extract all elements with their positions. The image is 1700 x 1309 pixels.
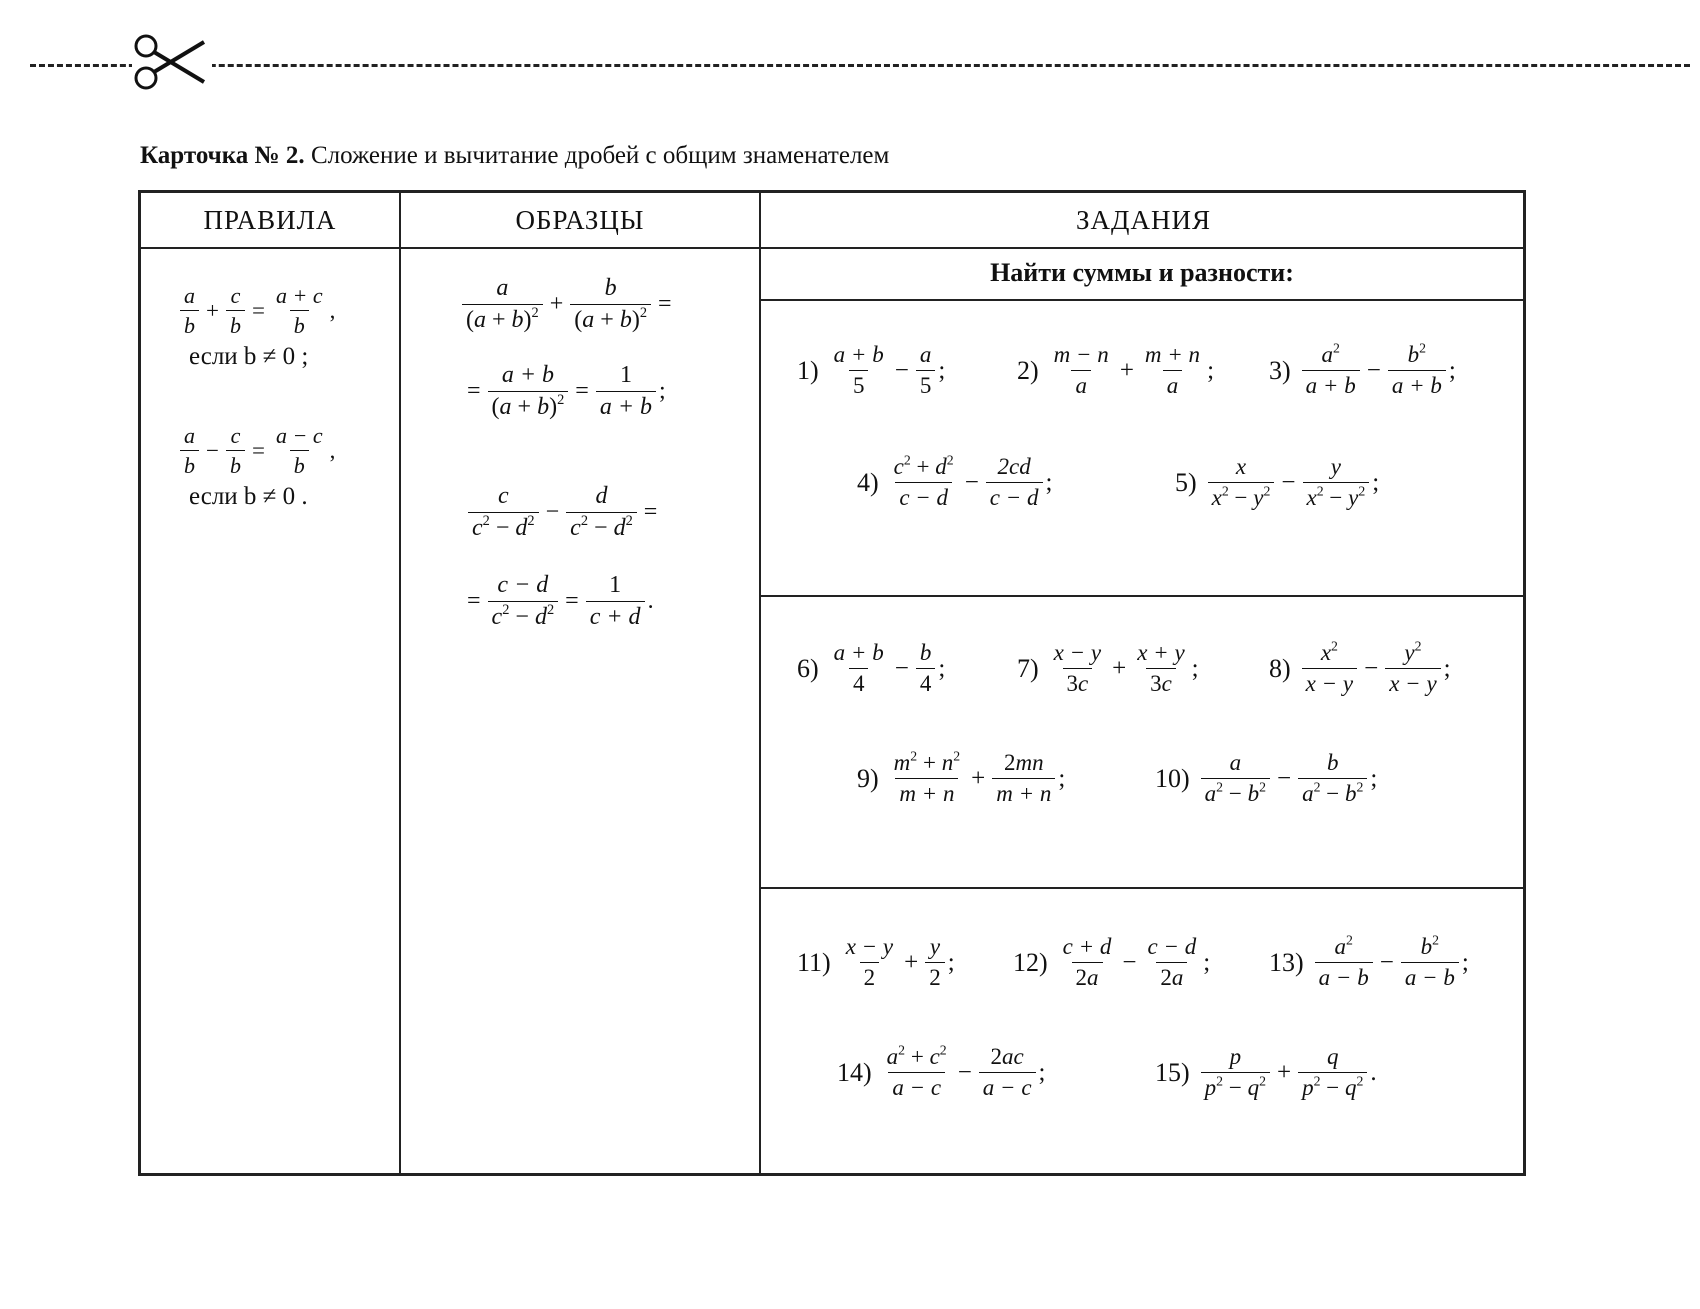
task-9: 9) $\frac{m^2 + n^2}{m + n}$ + $\frac{2mn}{m + n}$ ; xyxy=(857,748,1066,807)
task-label: 7) xyxy=(1017,653,1039,683)
task-punct: ; xyxy=(1370,764,1378,792)
task-punct: ; xyxy=(1045,468,1053,496)
rule-term: b xyxy=(226,310,245,337)
task-15: 15) $\frac{p}{p^2 - q^2}$ + $\frac{q}{p^2 - q^2}$ . xyxy=(1155,1044,1377,1101)
rule-condition: если b ≠ 0 ; xyxy=(189,343,309,371)
section-divider xyxy=(761,595,1523,597)
task-punct: . xyxy=(1370,1058,1377,1086)
rule-term: b xyxy=(226,450,245,477)
task-punct: ; xyxy=(1038,1058,1046,1086)
task-punct: ; xyxy=(1203,948,1211,976)
task-10: 10) $\frac{a}{a^2 - b^2}$ − $\frac{b}{a^2 - b^2}$ ; xyxy=(1155,750,1378,807)
task-punct: ; xyxy=(1443,654,1451,682)
rule-punct: , xyxy=(329,297,336,323)
rule-term: c xyxy=(230,283,241,308)
task-label: 12) xyxy=(1013,947,1048,977)
task-6: 6) $\frac{a + b}{4}$ − $\frac{b}{4}$ ; xyxy=(797,640,946,697)
task-label: 8) xyxy=(1269,653,1291,683)
task-label: 14) xyxy=(837,1057,872,1087)
card-title xyxy=(140,142,889,170)
task-label: 5) xyxy=(1175,467,1197,497)
sample-2-line-1: $\frac{c}{c^2 - d^2}$ − $\frac{d}{c^2 - d^2}$ = xyxy=(465,483,661,541)
task-punct: ; xyxy=(947,948,955,976)
task-14: 14) $\frac{a^2 + c^2}{a - c}$ − $\frac{2ac}{a - c}$ ; xyxy=(837,1042,1046,1101)
header-rules: ПРАВИЛА xyxy=(203,204,337,235)
task-label: 1) xyxy=(797,355,819,385)
rule-term: c xyxy=(230,423,241,448)
task-punct: ; xyxy=(1461,948,1469,976)
scissors-icon xyxy=(132,32,212,92)
task-2: 2) $\frac{m - n}{a}$ + $\frac{m + n}{a}$ ; xyxy=(1017,342,1215,399)
task-label: 15) xyxy=(1155,1057,1190,1087)
task-label: 6) xyxy=(797,653,819,683)
rule-term: b xyxy=(180,450,199,477)
task-5: 5) $\frac{x}{x^2 - y^2}$ − $\frac{y}{x^2 - y^2}$ ; xyxy=(1175,454,1380,511)
task-label: 4) xyxy=(857,467,879,497)
task-punct: ; xyxy=(1448,356,1456,384)
task-3: 3) $\frac{a^2}{a + b}$ − $\frac{b^2}{a + b}$ ; xyxy=(1269,340,1456,399)
task-punct: ; xyxy=(938,356,946,384)
task-label: 3) xyxy=(1269,355,1291,385)
header-samples: ОБРАЗЦЫ xyxy=(515,204,645,235)
rule-term: a xyxy=(184,423,195,448)
column-divider xyxy=(399,193,401,1173)
task-12: 12) $\frac{c + d}{2a}$ − $\frac{c - d}{2a}$ ; xyxy=(1013,934,1211,991)
cut-line xyxy=(30,64,1690,67)
task-punct: ; xyxy=(1058,764,1066,792)
task-4: 4) $\frac{c^2 + d^2}{c - d}$ − $\frac{2cd}{c - d}$ ; xyxy=(857,452,1053,511)
task-label: 11) xyxy=(797,947,831,977)
sample-2-line-2: = $\frac{c - d}{c^2 - d^2}$ = $\frac{1}{c + d}$ . xyxy=(467,572,654,631)
task-punct: ; xyxy=(938,654,946,682)
task-11: 11) $\frac{x - y}{2}$ + $\frac{y}{2}$ ; xyxy=(797,934,955,991)
rule-term: b xyxy=(290,310,309,337)
task-punct: ; xyxy=(1207,356,1215,384)
rule-subtraction: $\frac{a}{b}$ − $\frac{c}{b}$ = $\frac{a - c}{b}$ , если b ≠ 0 . xyxy=(177,423,335,511)
sample-1-line-2: = $\frac{a + b}{(a + b)^2}$ = $\frac{1}{a + b}$ ; xyxy=(467,362,666,421)
rule-punct: , xyxy=(329,437,336,463)
task-label: 9) xyxy=(857,763,879,793)
rule-addition: $\frac{a}{b}$ + $\frac{c}{b}$ = $\frac{a + c}{b}$ , если b ≠ 0 ; xyxy=(177,283,335,371)
task-label: 2) xyxy=(1017,355,1039,385)
task-label: 10) xyxy=(1155,763,1190,793)
header-tasks: ЗАДАНИЯ xyxy=(1076,204,1211,235)
rule-term: b xyxy=(180,310,199,337)
card-table xyxy=(138,190,1526,1176)
tasks-instruction: Найти суммы и разности: xyxy=(990,258,1294,287)
rule-term: a xyxy=(184,283,195,308)
sample-1-line-1: $\frac{a}{(a + b)^2}$ + $\frac{b}{(a + b)^2}$ = xyxy=(459,275,676,333)
card-title-number: Карточка № 2. xyxy=(140,142,305,169)
task-1: 1) $\frac{a + b}{5}$ − $\frac{a}{5}$ ; xyxy=(797,342,946,399)
rule-condition: если b ≠ 0 . xyxy=(189,483,308,511)
rule-term: a + c xyxy=(275,283,323,308)
task-punct: ; xyxy=(1191,654,1199,682)
rule-operator: + xyxy=(206,297,219,323)
task-8: 8) $\frac{x^2}{x - y}$ − $\frac{y^2}{x - y}$ ; xyxy=(1269,638,1451,697)
task-13: 13) $\frac{a^2}{a - b}$ − $\frac{b^2}{a - b}$ ; xyxy=(1269,932,1469,991)
column-divider xyxy=(759,193,761,1173)
card-title-text: Сложение и вычитание дробей с общим знаменателем xyxy=(304,142,890,169)
rule-term: b xyxy=(290,450,309,477)
task-label: 13) xyxy=(1269,947,1304,977)
section-divider xyxy=(761,887,1523,889)
rule-operator: − xyxy=(206,437,219,463)
rule-term: a − c xyxy=(275,423,323,448)
task-7: 7) $\frac{x - y}{3c}$ + $\frac{x + y}{3c}$ ; xyxy=(1017,640,1199,697)
subheader-divider xyxy=(761,299,1523,301)
task-punct: ; xyxy=(1372,468,1380,496)
